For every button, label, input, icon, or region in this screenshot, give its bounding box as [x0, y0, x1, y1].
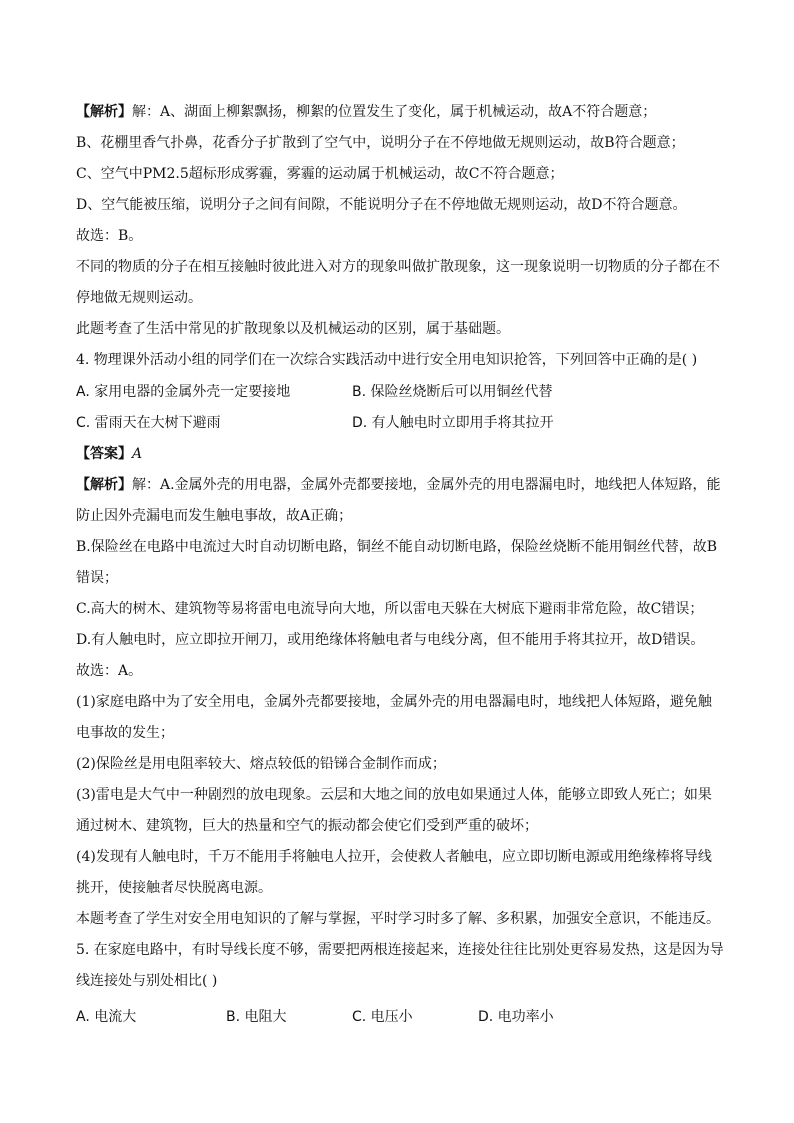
q4-analysis-line-14: 挑开，使接触者尽快脱离电源。: [76, 880, 272, 896]
q5-stem-line-2: 线连接处与别处相比( ): [76, 973, 218, 989]
q3-analysis-line-1: 【解析】解：A、湖面上柳絮飘扬，柳絮的位置发生了变化，属于机械运动，故A不符合题意；: [76, 104, 657, 120]
answer-tag: 【答案】: [76, 446, 132, 462]
q5-option-d: D. 电功率小: [478, 1009, 554, 1025]
q3-analysis-line-7: 停地做无规则运动。: [76, 290, 202, 306]
q4-option-d: D. 有人触电时立即用手将其拉开: [352, 415, 554, 431]
analysis-tag: 【解析】: [76, 104, 132, 120]
q3-analysis-line-2: B、花棚里香气扑鼻，花香分子扩散到了空气中，说明分子在不停地做无规则运动，故B符合题意；: [76, 135, 685, 151]
q3-analysis-line-3: C、空气中PM2.5超标形成雾霾，雾霾的运动属于机械运动，故C不符合题意；: [76, 166, 564, 182]
q4-analysis-line-9: 电事故的发生；: [76, 725, 174, 741]
q4-analysis-line-15: 本题考查了学生对安全用电知识的了解与掌握，平时学习时多了解、多积累，加强安全意识，不能违反。: [76, 911, 720, 927]
q4-stem: 4. 物理课外活动小组的同学们在一次综合实践活动中进行安全用电知识抢答，下列回答中正确的是( ): [76, 352, 698, 368]
q4-option-c: C. 雷雨天在大树下避雨: [76, 415, 221, 431]
q4-analysis-line-6: D.有人触电时，应立即拉开闸刀，或用绝缘体将触电者与电线分离，但不能用手将其拉开，故D错误。: [76, 632, 705, 648]
q4-analysis-line-11: (3)雷电是大气中一种剧烈的放电现象。云层和大地之间的放电如果通过人体，能够立即致人死亡；如果: [76, 787, 712, 803]
q3-analysis-line-5: 故选：B。: [76, 228, 143, 244]
q4-analysis-line-12: 通过树木、建筑物，巨大的热量和空气的振动都会使它们受到严重的破坏；: [76, 818, 538, 834]
q3-analysis-line-4: D、空气能被压缩，说明分子之间有间隙，不能说明分子在不停地做无规则运动，故D不符合题意。: [76, 197, 687, 213]
q4-analysis-line-4: 错误；: [76, 570, 118, 586]
q5-option-c: C. 电压小: [352, 1009, 413, 1025]
q4-analysis-line-13: (4)发现有人触电时，千万不能用手将触电人拉开，会使救人者触电，应立即切断电源或用绝缘棒将导线: [76, 849, 712, 865]
q5-option-a: A. 电流大: [76, 1009, 137, 1025]
q4-analysis-line-1: 【解析】解：A.金属外壳的用电器，金属外壳都要接地，金属外壳的用电器漏电时，地线把人体短路，能: [76, 477, 721, 493]
q4-answer: A: [132, 446, 143, 462]
q3-analysis-line-6: 不同的物质的分子在相互接触时彼此进入对方的现象叫做扩散现象，这一现象说明一切物质的分子都在不: [76, 259, 720, 275]
q5-option-b: B. 电阻大: [226, 1009, 287, 1025]
q4-option-a: A. 家用电器的金属外壳一定要接地: [76, 384, 291, 400]
q4-answer-line: [76, 444, 726, 464]
q4-analysis-line-10: (2)保险丝是用电阻率较大、熔点较低的铅锑合金制作而成；: [76, 756, 446, 772]
q5-stem-line-1: 5. 在家庭电路中，有时导线长度不够，需要把两根连接起来，连接处往往比别处更容易发热，这是因为导: [76, 942, 724, 958]
q4-analysis-line-3: B.保险丝在电路中电流过大时自动切断电路，铜丝不能自动切断电路，保险丝烧断不能用铜丝代替，故B: [76, 539, 718, 555]
q4-analysis-line-7: 故选：A。: [76, 663, 143, 679]
q3-analysis-line-8: 此题考查了生活中常见的扩散现象以及机械运动的区别，属于基础题。: [76, 321, 510, 337]
q4-analysis-line-8: (1)家庭电路中为了安全用电，金属外壳都要接地，金属外壳的用电器漏电时，地线把人体短路，避免触: [76, 694, 712, 710]
q4-option-b: B. 保险丝烧断后可以用铜丝代替: [352, 384, 553, 400]
q4-analysis-line-2: 防止因外壳漏电而发生触电事故，故A正确；: [76, 508, 353, 524]
analysis-tag: 【解析】: [76, 477, 132, 493]
q4-analysis-line-5: C.高大的树木、建筑物等易将雷电电流导向大地，所以雷电天躲在大树底下避雨非常危险，故C错误；: [76, 601, 704, 617]
